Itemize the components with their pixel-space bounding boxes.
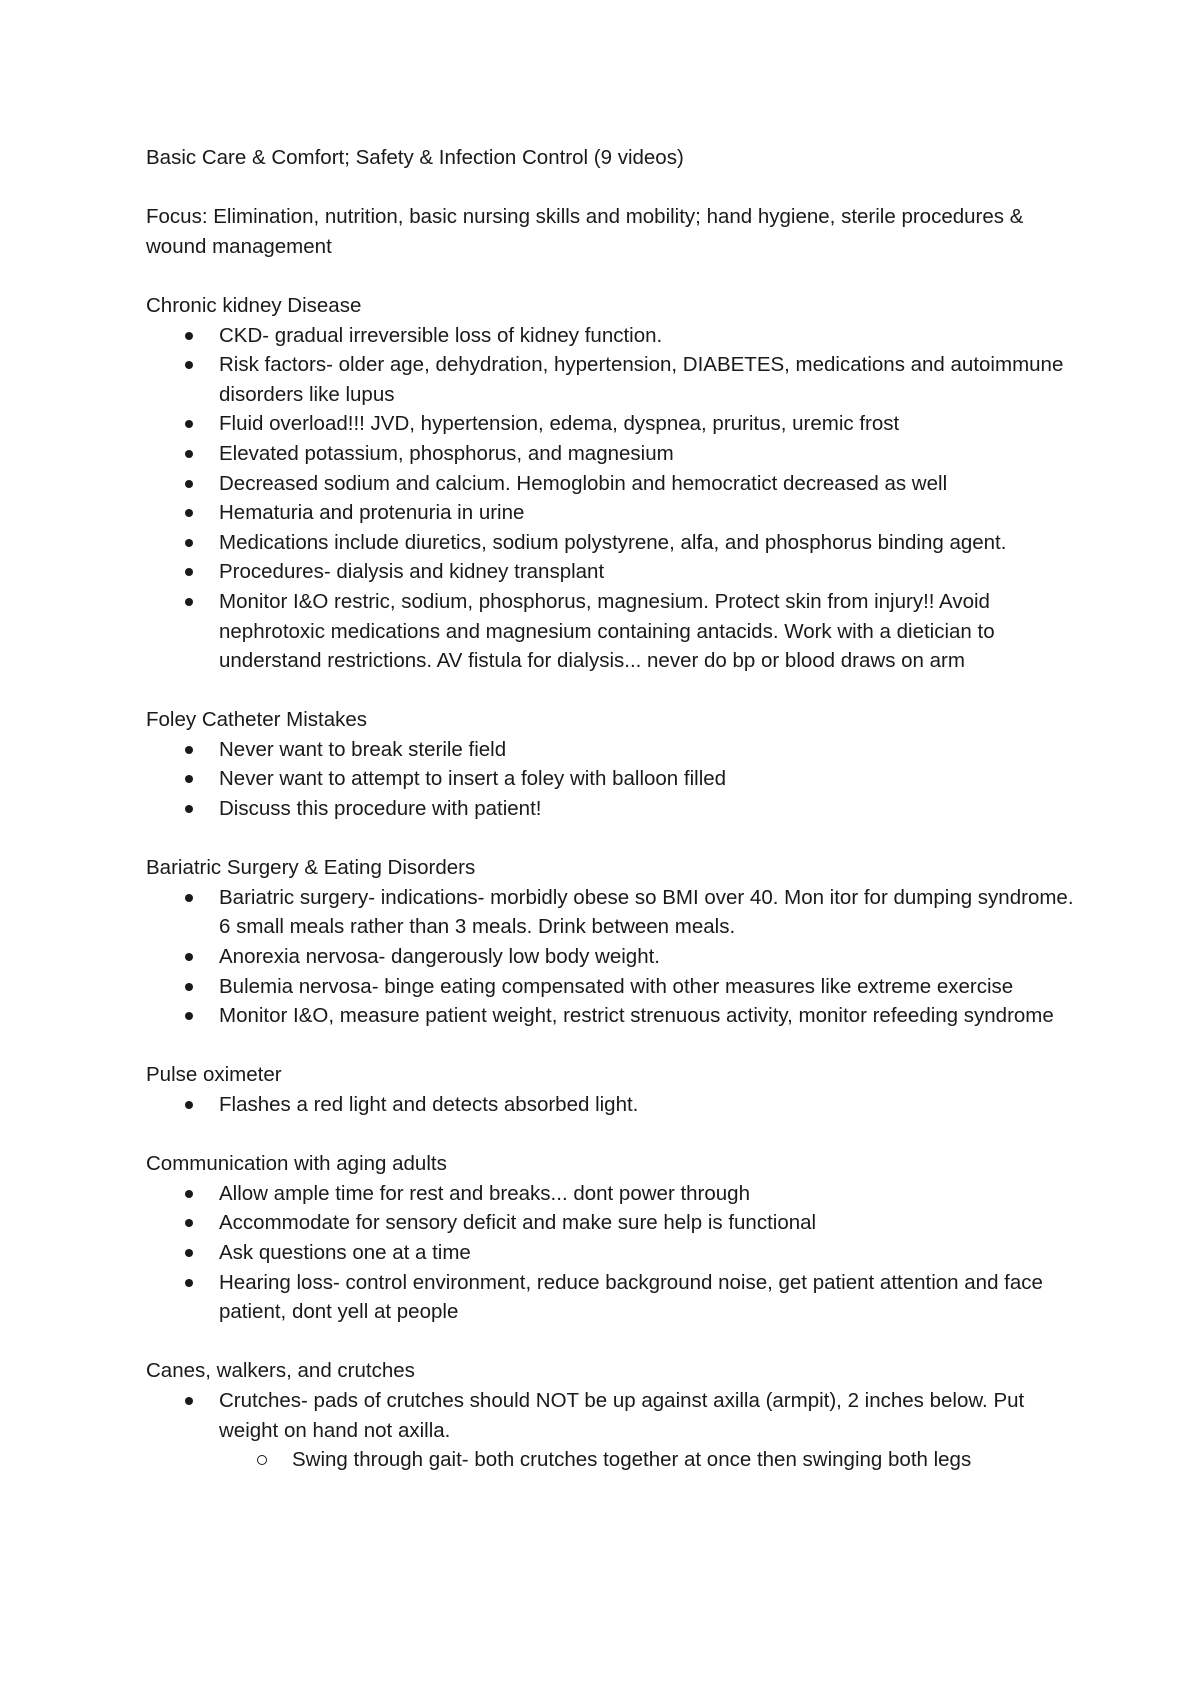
list-item: Hematuria and protenuria in urine (146, 498, 1076, 528)
list-item: Medications include diuretics, sodium polystyrene, alfa, and phosphorus binding agent. (146, 528, 1076, 558)
bullet-list (146, 321, 1076, 676)
section-heading: Communication with aging adults (146, 1152, 447, 1176)
list-item: Risk factors- older age, dehydration, hypertension, DIABETES, medications and autoimmune disorders like lupus (146, 350, 1076, 409)
section-heading: Canes, walkers, and crutches (146, 1359, 415, 1383)
bullet-list (146, 1386, 1076, 1475)
section-bariatric-surgery (146, 853, 1076, 1031)
section-chronic-kidney-disease (146, 291, 1076, 676)
bullet-list (146, 735, 1076, 824)
list-item: Fluid overload!!! JVD, hypertension, edema, dyspnea, pruritus, uremic frost (146, 409, 1076, 439)
list-item: Crutches- pads of crutches should NOT be up against axilla (armpit), 2 inches below. Put weight on hand not axilla. (146, 1386, 1076, 1445)
section-communication-aging-adults (146, 1149, 1076, 1327)
bullet-list (146, 883, 1076, 1031)
section-heading: Chronic kidney Disease (146, 293, 362, 317)
section-heading: Foley Catheter Mistakes (146, 708, 368, 732)
list-item: Elevated potassium, phosphorus, and magnesium (146, 439, 1076, 469)
section-pulse-oximeter (146, 1060, 1076, 1119)
list-item: CKD- gradual irreversible loss of kidney function. (146, 321, 1076, 351)
section-canes-walkers-crutches (146, 1356, 1076, 1474)
document-page (146, 143, 1076, 1475)
list-item: Allow ample time for rest and breaks... dont power through (146, 1179, 1076, 1209)
document-title: Basic Care & Comfort; Safety & Infection Control (9 videos) (146, 146, 684, 169)
list-item: Anorexia nervosa- dangerously low body weight. (146, 942, 1076, 972)
list-item: Decreased sodium and calcium. Hemoglobin and hemocratict decreased as well (146, 469, 1076, 499)
list-item: Ask questions one at a time (146, 1238, 1076, 1268)
section-heading: Pulse oximeter (146, 1063, 282, 1087)
bullet-list (146, 1179, 1076, 1327)
list-item: Never want to attempt to insert a foley with balloon filled (146, 764, 1076, 794)
list-item: Discuss this procedure with patient! (146, 794, 1076, 824)
section-heading: Bariatric Surgery & Eating Disorders (146, 856, 476, 880)
list-item: Bariatric surgery- indications- morbidly obese so BMI over 40. Mon itor for dumping syndrome. 6 small meals rather than 3 meals. Drink between meals. (146, 883, 1076, 942)
list-item: Hearing loss- control environment, reduce background noise, get patient attention and face patient, dont yell at people (146, 1268, 1076, 1327)
list-item: Flashes a red light and detects absorbed light. (146, 1090, 1076, 1120)
list-item: Never want to break sterile field (146, 735, 1076, 765)
section-foley-catheter-mistakes (146, 705, 1076, 823)
focus-paragraph: Focus: Elimination, nutrition, basic nursing skills and mobility; hand hygiene, sterile procedures & wound management (146, 205, 1024, 258)
sub-list-item: Swing through gait- both crutches together at once then swinging both legs (146, 1445, 1076, 1475)
bullet-list (146, 1090, 1076, 1120)
list-item: Procedures- dialysis and kidney transplant (146, 557, 1076, 587)
list-item: Monitor I&O restric, sodium, phosphorus, magnesium. Protect skin from injury!! Avoid nephrotoxic medications and magnesium containing antacids. Work with a dietician to understand restrictions. AV fistula for dialysis... never do bp or blood draws on arm (146, 587, 1076, 676)
list-item: Accommodate for sensory deficit and make sure help is functional (146, 1208, 1076, 1238)
list-item: Bulemia nervosa- binge eating compensated with other measures like extreme exercise (146, 972, 1076, 1002)
list-item: Monitor I&O, measure patient weight, restrict strenuous activity, monitor refeeding syndrome (146, 1001, 1076, 1031)
